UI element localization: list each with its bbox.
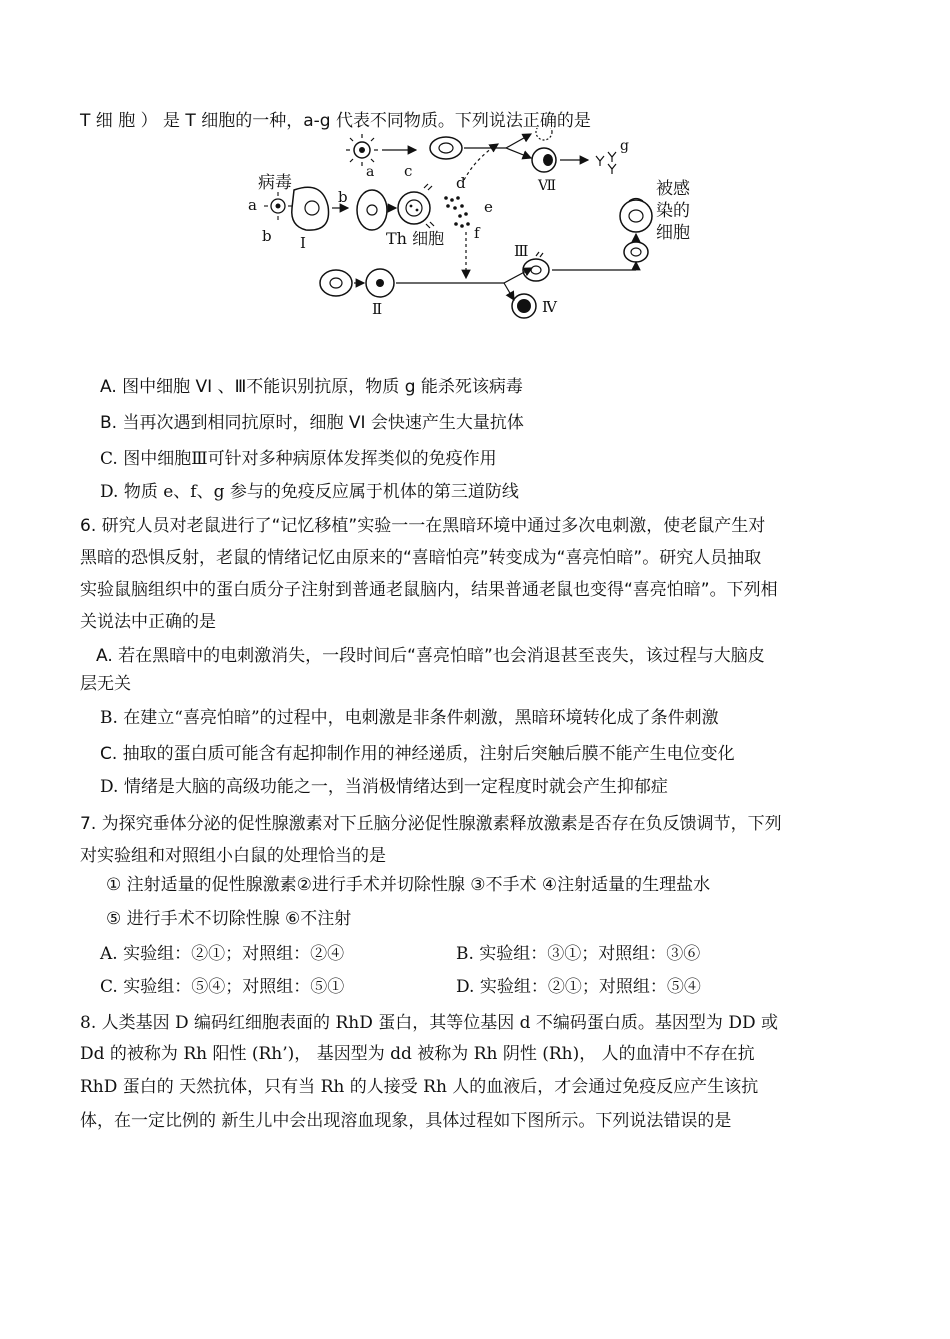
cytokine-dots-icon (444, 196, 470, 228)
label-II: Ⅱ (372, 300, 383, 318)
q7-items-line-1: ① 注射适量的促性腺激素②进行手术并切除性腺 ③不手术 ④注射适量的生理盐水 (106, 875, 711, 895)
memory-cell-IV-icon (512, 294, 536, 318)
q7-stem-line-2: 对实验组和对照组小白鼠的处理恰当的是 (80, 846, 386, 866)
label-d: d (456, 174, 466, 192)
label-c: c (404, 162, 413, 180)
infected-cell-label-2: 染的 (656, 201, 690, 221)
cell-a-icon (357, 190, 387, 230)
q8-stem-line-1: 8. 人类基因 D 编码红细胞表面的 RhD 蛋白，其等位基因 d 不编码蛋白质。基因型为 DD 或 (80, 1013, 779, 1033)
q8-stem-line-3: RhD 蛋白的 天然抗体，只有当 Rh 的人接受 Rh 人的血液后，才会通过免疫反应产生该抗 (80, 1077, 759, 1097)
q7-stem-line-1: 7. 为探究垂体分泌的促性腺激素对下丘脑分泌促性腺激素释放激素是否存在负反馈调节，下列 (80, 814, 782, 834)
q6-stem-line-3: 实验鼠脑组织中的蛋白质分子注射到普通老鼠脑内，结果普通老鼠也变得“喜亮怕暗”。下列相 (80, 580, 778, 600)
q6-option-d: D. 情绪是大脑的高级功能之一，当消极情绪达到一定程度时就会产生抑郁症 (100, 777, 668, 797)
label-VII: Ⅶ (538, 178, 557, 194)
q7-items-line-2: ⑤ 进行手术不切除性腺 ⑥不注射 (106, 909, 352, 929)
cell-II-left-icon (320, 270, 352, 296)
q6-stem-line-1: 6. 研究人员对老鼠进行了“记忆移植”实验一一在黑暗环境中通过多次电刺激，使老鼠产生对 (80, 516, 766, 536)
q5-option-a: A. 图中细胞 VI 、Ⅲ不能识别抗原，物质 g 能杀死该病毒 (100, 377, 523, 397)
th-cell-icon (398, 184, 434, 228)
label-f: f (474, 224, 480, 242)
q5-option-d: D. 物质 e、f、g 参与的免疫反应属于机体的第三道防线 (100, 482, 519, 502)
q8-stem-line-4: 体，在一定比例的 新生儿中会出现溶血现象，具体过程如下图所示。下列说法错误的是 (80, 1111, 732, 1131)
th-cell-label: Th 细胞 (386, 229, 445, 248)
q5-option-c: C. 图中细胞Ⅲ可针对多种病原体发挥类似的免疫作用 (100, 449, 497, 469)
q6-option-a-line-2: 层无关 (80, 674, 131, 694)
q7-option-a: A. 实验组：②①；对照组：②④ (100, 944, 345, 964)
immune-response-diagram (236, 128, 716, 333)
q6-stem-line-4: 关说法中正确的是 (80, 612, 216, 632)
question-intro: T 细 胞 ） 是 T 细胞的一种，a-g 代表不同物质。下列说法正确的是 (80, 111, 591, 131)
virus-label: 病毒 (258, 173, 292, 193)
label-III: Ⅲ (514, 242, 529, 260)
infected-cell-label-1: 被感 (656, 179, 690, 199)
label-g: g (620, 138, 629, 154)
cell-II-icon (366, 269, 394, 297)
q7-option-c: C. 实验组：⑤④；对照组：⑤① (100, 977, 345, 997)
q6-option-c: C. 抽取的蛋白质可能含有起抑制作用的神经递质，注射后突触后膜不能产生电位变化 (100, 744, 735, 764)
label-a: a (248, 196, 257, 214)
antigen-presenting-cell-I-icon (292, 187, 329, 230)
q6-option-b: B. 在建立“喜亮怕暗”的过程中，电刺激是非条件刺激，黑暗环境转化成了条件刺激 (100, 708, 719, 728)
infected-cell-icon (620, 199, 652, 263)
q7-option-d: D. 实验组：②①；对照组：⑤④ (456, 977, 701, 997)
label-IV: Ⅳ (542, 298, 557, 316)
label-b: b (262, 227, 272, 245)
label-a2: a (366, 164, 375, 180)
q6-stem-line-2: 黑暗的恐惧反射，老鼠的情绪记忆由原来的“喜暗怕亮”转变成为“喜亮怕暗”。研究人员抽取 (80, 548, 762, 568)
plasma-cell-VII-icon (532, 148, 556, 172)
virus-top-icon (346, 134, 378, 166)
q5-option-b: B. 当再次遇到相同抗原时，细胞 VI 会快速产生大量抗体 (100, 413, 524, 433)
cell-VI-icon (536, 128, 552, 140)
label-I: Ⅰ (300, 234, 306, 252)
q8-stem-line-2: Dd 的被称为 Rh 阳性 (Rh’)， 基因型为 dd 被称为 Rh 阴性 (Rh)， 人的血清中不存在抗 (80, 1044, 755, 1064)
memory-cell-top-icon (430, 137, 462, 159)
antibody-icon (596, 152, 616, 174)
q6-option-a-line-1: A. 若在黑暗中的电刺激消失，一段时间后“喜亮怕暗”也会消退甚至丧失，该过程与大脑皮 (96, 646, 765, 666)
label-b2: b (338, 188, 348, 206)
label-e: e (484, 198, 493, 216)
q7-option-b: B. 实验组：③①；对照组：③⑥ (456, 944, 701, 964)
virus-icon (264, 192, 292, 220)
infected-cell-label-3: 细胞 (656, 223, 690, 243)
